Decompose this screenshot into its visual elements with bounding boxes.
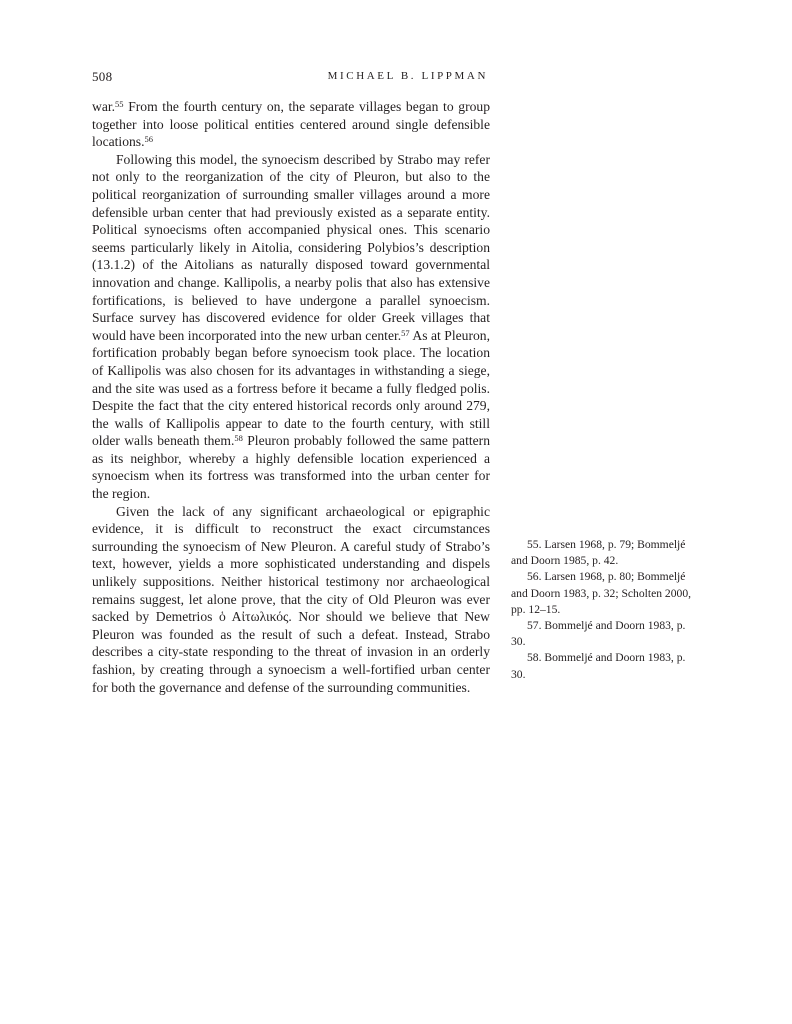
- footnotes-column: [511, 537, 701, 683]
- main-text-column: [92, 98, 490, 696]
- paragraph-1: [92, 98, 490, 151]
- paragraph-2-text-b: As at Pleuron, fortification probably began before synoecism took place. The location of Kallipolis was also chosen for its advantages in withstanding a siege, and the site was used as a fortress before it became a fully fledged polis. Despite the fact that the city entered historical records only around 279, the walls of Kallipolis appear to date to the fourth century, with still older walls beneath them.: [92, 327, 490, 449]
- footnote-58: 58. Bommeljé and Doorn 1983, p. 30.: [511, 651, 686, 681]
- paragraph-2-text-c: Pleuron probably followed the same pattern as its neighbor, whereby a highly defensible location experienced a synoecism when its fortress was transformed into the urban center for the region.: [92, 433, 491, 502]
- footnote-56: 56. Larsen 1968, p. 80; Bommeljé and Doorn 1983, p. 32; Scholten 2000, pp. 12–15.: [511, 570, 692, 616]
- paragraph-3: Given the lack of any significant archaeological or epigraphic evidence, it is difficult to reconstruct the exact circumstances surrounding the synoecism of New Pleuron. A careful study of Strabo’s text, however, yields a more sophisticated understanding and dispels unlikely suppositions. Neither historical testimony nor archaeological remains suggest, let alone prove, that the city of Old Pleuron was ever sacked by Demetrios ὁ Αἰτωλικός. Nor should we believe that New Pleuron was founded as the result of such a defeat. Instead, Strabo describes a city-state responding to the threat of invasion in an orderly fashion, by creating through a synoecism a well-fortified urban center for both the governance and defense of the surrounding communities.: [92, 503, 490, 695]
- footnote-ref-56[interactable]: 56: [144, 134, 153, 145]
- footnote-ref-57[interactable]: 57: [401, 327, 410, 338]
- paragraph-2: [92, 151, 490, 503]
- paragraph-1-text-a: war.: [92, 99, 116, 114]
- footnote-57: 57. Bommeljé and Doorn 1983, p. 30.: [511, 619, 686, 649]
- footnote-55: 55. Larsen 1968, p. 79; Bommeljé and Doorn 1985, p. 42.: [511, 538, 686, 568]
- paragraph-2-text-a: Following this model, the synoecism described by Strabo may refer not only to the reorganization of the city of Pleuron, but also to the political reorganization of surrounding smaller villages around a more defensible urban center that had previously existed as a separate entity. Political synoecisms often accompanied physical ones. This scenario seems particularly likely in Aitolia, considering Polybios’s description (13.1.2) of the Aitolians as naturally disposed toward governmental innovation and change. Kallipolis, a nearby polis that also has extensive fortifications, is believed to have undergone a parallel synoecism. Surface survey has discovered evidence for older Greek villages that would have been incorporated into the new urban center.: [92, 151, 490, 343]
- footnote-ref-58[interactable]: 58: [234, 433, 243, 444]
- paragraph-1-text-b: From the fourth century on, the separate villages began to group together into loose political entities centered around single defensible locations.: [92, 99, 490, 150]
- page-number: 508: [92, 69, 113, 84]
- footnote-ref-55[interactable]: 55: [115, 99, 124, 109]
- running-head-author: MICHAEL B. LIPPMAN: [327, 70, 488, 82]
